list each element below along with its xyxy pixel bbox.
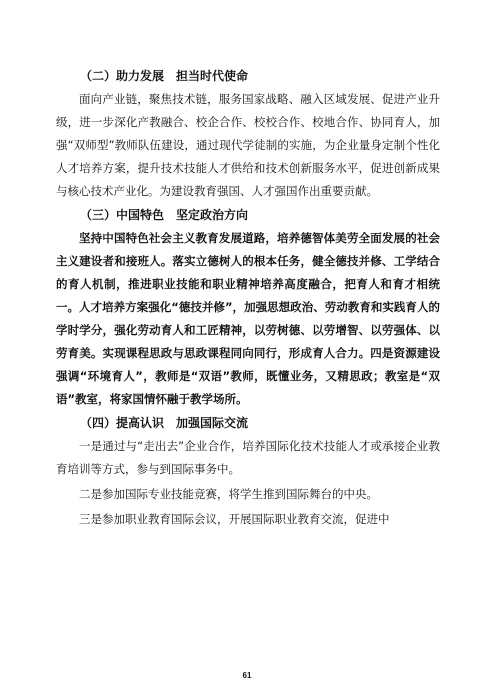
section-3-paragraph-1: 坚持中国特色社会主义教育发展道路，培养德智体美劳全面发展的社会主义建设者和接班人。落实立德树人的根本任务，健全德技并修、工学结合的育人机制，推进职业技能和职业精神培养高度融合，把育人和育才相统一。人才培养方案强化“德技并修”，加强思想政治、劳动教育和实践育人的学时学分，强化劳动育人和工匠精神，以劳树德、以劳增智、以劳强体、以劳育美。实现课程思政与思政课程同向同行，形成育人合力。四是资源建设强调“环境育人”，教师是“双语”教师，既懂业务，又精思政；教室是“双语”教室，将家国情怀融于教学场所。 bbox=[56, 231, 440, 406]
section-heading-3: （三）中国特色 坚定政治方向 bbox=[80, 208, 249, 222]
page-number: 61 bbox=[242, 671, 252, 680]
document-body bbox=[56, 66, 440, 533]
section-4-paragraph-1: 一是通过与“走出去”企业合作，培养国际化技术技能人才或承接企业教育培训等方式，参与到国际事务中。 bbox=[56, 439, 440, 476]
section-4-paragraph-2: 二是参加国际专业技能竞赛，将学生推到国际舞台的中央。 bbox=[79, 487, 378, 501]
section-2-paragraph-1: 面向产业链，聚焦技术链，服务国家战略、融入区域发展、促进产业升级，进一步深化产教融合、校企合作、校校合作、校地合作、协同育人，加强“双师型”教师队伍建设，通过现代学徒制的实施，为企业量身定制个性化人才培养方案，提升技术技能人才供给和技术创新服务水平，促进创新成果与核心技术产业化。为建设教育强国、人才强国作出重要贡献。 bbox=[56, 92, 440, 198]
section-heading-2: （二）助力发展 担当时代使命 bbox=[80, 69, 249, 83]
section-heading-4: （四）提高认识 加强国际交流 bbox=[80, 416, 249, 430]
section-4-paragraph-3: 三是参加职业教育国际会议，开展国际职业教育交流，促进中 bbox=[79, 512, 390, 526]
